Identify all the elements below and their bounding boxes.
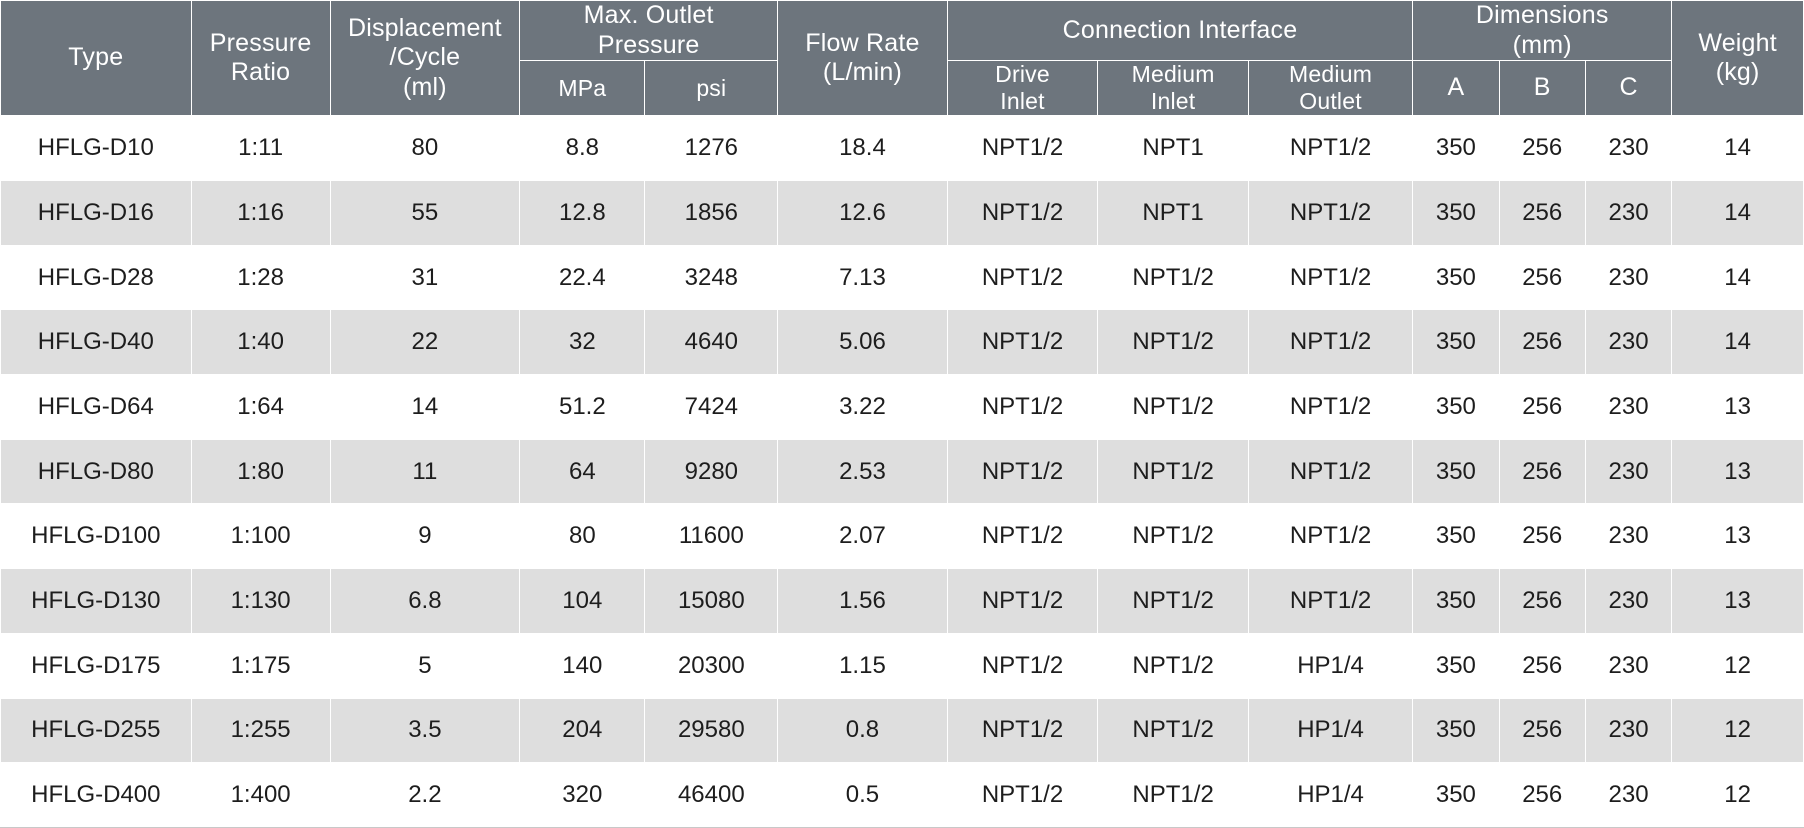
cell-weight: 13 <box>1672 504 1804 569</box>
cell-dim-a: 350 <box>1413 180 1499 245</box>
cell-displacement: 80 <box>330 116 520 181</box>
cell-displacement: 22 <box>330 310 520 375</box>
cell-drive-inlet: NPT1/2 <box>947 375 1098 440</box>
cell-dim-c: 230 <box>1585 245 1671 310</box>
table-row <box>1 116 1804 181</box>
cell-dim-b: 256 <box>1499 569 1585 634</box>
cell-medium-inlet: NPT1/2 <box>1098 633 1249 698</box>
cell-dim-b: 256 <box>1499 633 1585 698</box>
cell-medium-inlet: NPT1/2 <box>1098 569 1249 634</box>
header-dim-a: A <box>1413 61 1499 116</box>
cell-weight: 13 <box>1672 439 1804 504</box>
cell-pressure-ratio: 1:11 <box>191 116 330 181</box>
cell-drive-inlet: NPT1/2 <box>947 633 1098 698</box>
cell-weight: 14 <box>1672 180 1804 245</box>
cell-dim-b: 256 <box>1499 439 1585 504</box>
cell-flow-rate: 2.53 <box>778 439 948 504</box>
cell-dim-b: 256 <box>1499 180 1585 245</box>
header-type: Type <box>1 1 192 116</box>
header-medium-inlet: Medium Inlet <box>1098 61 1249 116</box>
header-psi: psi <box>645 61 778 116</box>
cell-medium-outlet: NPT1/2 <box>1248 375 1412 440</box>
cell-psi: 29580 <box>645 698 778 763</box>
table-row <box>1 763 1804 828</box>
cell-pressure-ratio: 1:400 <box>191 763 330 828</box>
cell-drive-inlet: NPT1/2 <box>947 116 1098 181</box>
cell-flow-rate: 18.4 <box>778 116 948 181</box>
cell-dim-a: 350 <box>1413 245 1499 310</box>
cell-medium-inlet: NPT1/2 <box>1098 763 1249 828</box>
cell-medium-outlet: NPT1/2 <box>1248 504 1412 569</box>
cell-flow-rate: 1.56 <box>778 569 948 634</box>
cell-pressure-ratio: 1:175 <box>191 633 330 698</box>
cell-medium-inlet: NPT1/2 <box>1098 245 1249 310</box>
cell-dim-c: 230 <box>1585 439 1671 504</box>
cell-displacement: 55 <box>330 180 520 245</box>
cell-dim-a: 350 <box>1413 763 1499 828</box>
cell-dim-c: 230 <box>1585 504 1671 569</box>
cell-flow-rate: 0.5 <box>778 763 948 828</box>
table-header <box>1 1 1804 116</box>
cell-dim-a: 350 <box>1413 698 1499 763</box>
table-row <box>1 439 1804 504</box>
cell-drive-inlet: NPT1/2 <box>947 245 1098 310</box>
cell-mpa: 64 <box>520 439 645 504</box>
cell-psi: 20300 <box>645 633 778 698</box>
cell-dim-a: 350 <box>1413 116 1499 181</box>
cell-medium-inlet: NPT1/2 <box>1098 698 1249 763</box>
header-pressure-ratio: Pressure Ratio <box>191 1 330 116</box>
cell-medium-outlet: NPT1/2 <box>1248 569 1412 634</box>
cell-medium-outlet: HP1/4 <box>1248 763 1412 828</box>
cell-pressure-ratio: 1:28 <box>191 245 330 310</box>
cell-flow-rate: 1.15 <box>778 633 948 698</box>
cell-weight: 13 <box>1672 375 1804 440</box>
header-weight: Weight (kg) <box>1672 1 1804 116</box>
cell-dim-c: 230 <box>1585 763 1671 828</box>
cell-displacement: 6.8 <box>330 569 520 634</box>
header-flow-rate: Flow Rate (L/min) <box>778 1 948 116</box>
cell-weight: 14 <box>1672 245 1804 310</box>
cell-flow-rate: 0.8 <box>778 698 948 763</box>
cell-medium-outlet: NPT1/2 <box>1248 439 1412 504</box>
cell-type: HFLG-D16 <box>1 180 192 245</box>
cell-dim-a: 350 <box>1413 310 1499 375</box>
table-row <box>1 245 1804 310</box>
cell-medium-inlet: NPT1/2 <box>1098 439 1249 504</box>
cell-medium-outlet: HP1/4 <box>1248 698 1412 763</box>
header-drive-inlet: Drive Inlet <box>947 61 1098 116</box>
cell-psi: 3248 <box>645 245 778 310</box>
table-body <box>1 116 1804 828</box>
cell-type: HFLG-D28 <box>1 245 192 310</box>
table-row <box>1 375 1804 440</box>
cell-pressure-ratio: 1:40 <box>191 310 330 375</box>
cell-type: HFLG-D130 <box>1 569 192 634</box>
table-row <box>1 698 1804 763</box>
cell-pressure-ratio: 1:16 <box>191 180 330 245</box>
cell-type: HFLG-D400 <box>1 763 192 828</box>
cell-mpa: 12.8 <box>520 180 645 245</box>
cell-medium-inlet: NPT1/2 <box>1098 504 1249 569</box>
cell-dim-c: 230 <box>1585 375 1671 440</box>
cell-dim-b: 256 <box>1499 375 1585 440</box>
cell-flow-rate: 2.07 <box>778 504 948 569</box>
cell-pressure-ratio: 1:100 <box>191 504 330 569</box>
cell-psi: 1856 <box>645 180 778 245</box>
cell-drive-inlet: NPT1/2 <box>947 310 1098 375</box>
cell-dim-a: 350 <box>1413 569 1499 634</box>
cell-medium-inlet: NPT1/2 <box>1098 375 1249 440</box>
cell-dim-b: 256 <box>1499 504 1585 569</box>
cell-dim-b: 256 <box>1499 116 1585 181</box>
header-max-outlet-pressure: Max. Outlet Pressure <box>520 1 778 61</box>
cell-mpa: 104 <box>520 569 645 634</box>
cell-displacement: 9 <box>330 504 520 569</box>
cell-type: HFLG-D80 <box>1 439 192 504</box>
cell-psi: 46400 <box>645 763 778 828</box>
cell-mpa: 22.4 <box>520 245 645 310</box>
cell-dim-c: 230 <box>1585 698 1671 763</box>
cell-displacement: 14 <box>330 375 520 440</box>
cell-medium-outlet: HP1/4 <box>1248 633 1412 698</box>
cell-psi: 9280 <box>645 439 778 504</box>
cell-displacement: 2.2 <box>330 763 520 828</box>
cell-psi: 1276 <box>645 116 778 181</box>
cell-dim-a: 350 <box>1413 504 1499 569</box>
cell-drive-inlet: NPT1/2 <box>947 439 1098 504</box>
cell-dim-c: 230 <box>1585 569 1671 634</box>
cell-type: HFLG-D100 <box>1 504 192 569</box>
header-medium-outlet: Medium Outlet <box>1248 61 1412 116</box>
cell-drive-inlet: NPT1/2 <box>947 569 1098 634</box>
cell-mpa: 320 <box>520 763 645 828</box>
header-mpa: MPa <box>520 61 645 116</box>
cell-dim-c: 230 <box>1585 116 1671 181</box>
cell-displacement: 5 <box>330 633 520 698</box>
cell-psi: 7424 <box>645 375 778 440</box>
cell-flow-rate: 12.6 <box>778 180 948 245</box>
cell-dim-b: 256 <box>1499 763 1585 828</box>
cell-mpa: 51.2 <box>520 375 645 440</box>
cell-medium-outlet: NPT1/2 <box>1248 310 1412 375</box>
header-dimensions: Dimensions (mm) <box>1413 1 1672 61</box>
cell-mpa: 32 <box>520 310 645 375</box>
cell-type: HFLG-D10 <box>1 116 192 181</box>
header-connection-interface: Connection Interface <box>947 1 1412 61</box>
cell-flow-rate: 5.06 <box>778 310 948 375</box>
cell-weight: 12 <box>1672 763 1804 828</box>
header-dim-c: C <box>1585 61 1671 116</box>
cell-psi: 15080 <box>645 569 778 634</box>
cell-displacement: 31 <box>330 245 520 310</box>
cell-displacement: 3.5 <box>330 698 520 763</box>
cell-dim-a: 350 <box>1413 439 1499 504</box>
cell-weight: 14 <box>1672 310 1804 375</box>
cell-type: HFLG-D255 <box>1 698 192 763</box>
cell-dim-c: 230 <box>1585 310 1671 375</box>
cell-dim-b: 256 <box>1499 245 1585 310</box>
cell-medium-outlet: NPT1/2 <box>1248 116 1412 181</box>
cell-dim-c: 230 <box>1585 180 1671 245</box>
cell-pressure-ratio: 1:255 <box>191 698 330 763</box>
cell-pressure-ratio: 1:130 <box>191 569 330 634</box>
cell-drive-inlet: NPT1/2 <box>947 698 1098 763</box>
cell-flow-rate: 3.22 <box>778 375 948 440</box>
cell-dim-b: 256 <box>1499 698 1585 763</box>
header-displacement-per-cycle: Displacement /Cycle (ml) <box>330 1 520 116</box>
cell-pressure-ratio: 1:64 <box>191 375 330 440</box>
table-row <box>1 180 1804 245</box>
cell-medium-inlet: NPT1 <box>1098 180 1249 245</box>
table-row <box>1 569 1804 634</box>
cell-weight: 14 <box>1672 116 1804 181</box>
cell-medium-inlet: NPT1/2 <box>1098 310 1249 375</box>
cell-flow-rate: 7.13 <box>778 245 948 310</box>
cell-dim-a: 350 <box>1413 375 1499 440</box>
cell-type: HFLG-D175 <box>1 633 192 698</box>
cell-dim-c: 230 <box>1585 633 1671 698</box>
table-row <box>1 633 1804 698</box>
cell-dim-b: 256 <box>1499 310 1585 375</box>
table-row <box>1 504 1804 569</box>
cell-weight: 13 <box>1672 569 1804 634</box>
cell-psi: 4640 <box>645 310 778 375</box>
cell-drive-inlet: NPT1/2 <box>947 504 1098 569</box>
cell-type: HFLG-D40 <box>1 310 192 375</box>
cell-medium-outlet: NPT1/2 <box>1248 245 1412 310</box>
cell-medium-outlet: NPT1/2 <box>1248 180 1412 245</box>
cell-drive-inlet: NPT1/2 <box>947 180 1098 245</box>
cell-dim-a: 350 <box>1413 633 1499 698</box>
cell-pressure-ratio: 1:80 <box>191 439 330 504</box>
cell-displacement: 11 <box>330 439 520 504</box>
cell-medium-inlet: NPT1 <box>1098 116 1249 181</box>
header-dim-b: B <box>1499 61 1585 116</box>
cell-mpa: 8.8 <box>520 116 645 181</box>
cell-weight: 12 <box>1672 698 1804 763</box>
cell-mpa: 80 <box>520 504 645 569</box>
cell-mpa: 140 <box>520 633 645 698</box>
cell-drive-inlet: NPT1/2 <box>947 763 1098 828</box>
header-row-top <box>1 1 1804 61</box>
cell-weight: 12 <box>1672 633 1804 698</box>
cell-psi: 11600 <box>645 504 778 569</box>
cell-mpa: 204 <box>520 698 645 763</box>
table-row <box>1 310 1804 375</box>
cell-type: HFLG-D64 <box>1 375 192 440</box>
